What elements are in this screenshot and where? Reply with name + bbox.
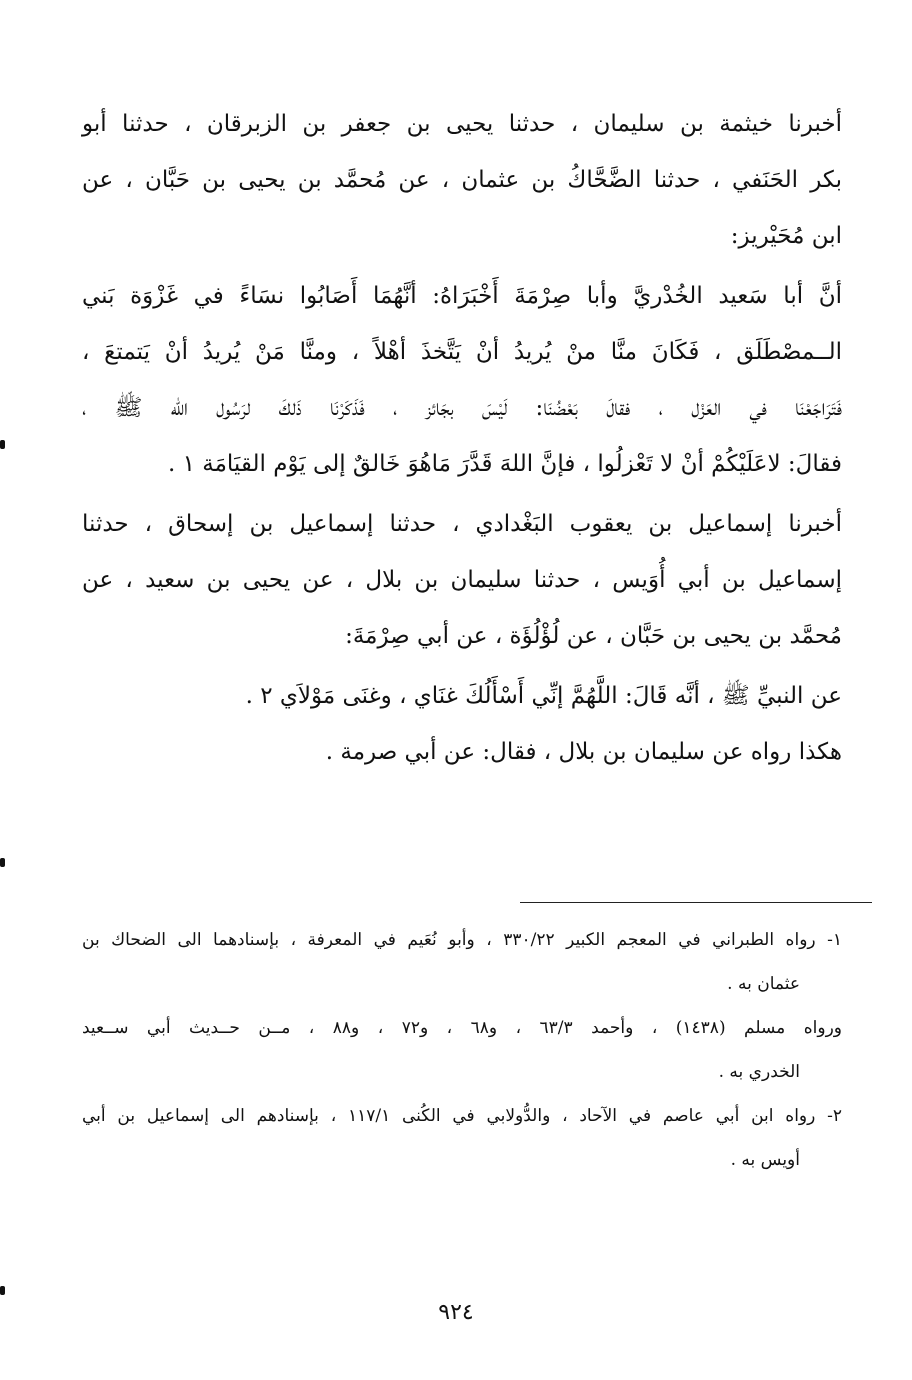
- closing-note-paragraph: [82, 724, 842, 780]
- isnad-paragraph-2: [82, 496, 842, 664]
- scan-edge-mark: [0, 858, 5, 867]
- footnotes: [82, 918, 842, 1182]
- footnote-line: ٢- رواه ابن أبي عاصم في الآحاد ، والدُّولابي في الكُنى ١١٧/١ ، بإسنادهم الى إسماعيل بن أبي: [82, 1106, 843, 1126]
- page-number: ٩٢٤: [438, 1300, 474, 1325]
- main-text: [82, 96, 842, 780]
- isnad-paragraph-1: [82, 96, 842, 264]
- footnote-line: الخدري به .: [718, 1062, 800, 1082]
- text-line: مُحمَّد بن يحيى بن حَبَّان ، عن لُؤْلُؤَة ، عن أبي صِرْمَةَ:: [345, 623, 842, 649]
- footnote-line: عثمان به .: [727, 974, 800, 994]
- text-line: فقالَ: لاعَلَيْكُمْ أنْ لا تَعْزلُوا ، فإنَّ اللهَ قَدَّرَ مَاهُوَ خَالقٌ إلى يَوْم القيَامَة ١ .: [167, 451, 842, 477]
- text-line: عن النبيِّ ﷺ ، أنَّه قَالَ: اللَّهُمَّ إنِّي أَسْأَلُكَ غنَاي ، وغنَى مَوْلاَي ٢ .: [245, 683, 842, 709]
- text-line: أخبرنا إسماعيل بن يعقوب البَغْدادي ، حدثنا إسماعيل بن إسحاق ، حدثنا: [82, 511, 842, 537]
- text-line: الــمصْطَلَق ، فَكَانَ منَّا منْ يُريدُ أنْ يَتَّخذَ أهْلاً ، ومنَّا مَنْ يُريدُ أنْ يَتمتعَ ،: [82, 339, 842, 365]
- hadith-paragraph-1: [82, 268, 842, 492]
- footnote-line: ١- رواه الطبراني في المعجم الكبير ٣٣٠/٢٢ ، وأبو نُعَيم في المعرفة ، بإسنادهما الى الضحاك بن: [82, 930, 842, 950]
- text-line: هكذا رواه عن سليمان بن بلال ، فقال: عن أبي صرمة .: [325, 739, 842, 765]
- footnote-line: ورواه مسلم (١٤٣٨) ، وأحمد ٦٣/٣ ، و٦٨ ، و٧٢ ، و٨٨ ، مــن حــديث أبي ســعيد: [82, 1018, 842, 1038]
- text-line: إسماعيل بن أبي أُوَيس ، حدثنا سليمان بن بلال ، عن يحيى بن سعيد ، عن: [82, 567, 842, 593]
- text-line: أنَّ أبا سَعيد الخُدْريَّ وأبا صِرْمَةَ أَخْبَرَاهُ: أنَّهُمَا أَصَابُوا نسَاءً في غَزْوَة بَني: [82, 283, 842, 309]
- text-line: فَتَرَاجَعْنَا في العَزْل ، فقالَ بَعْضُنَا: لَيْسَ بجَائز ، فَذَكَرْنَا ذَلكَ لرَسُول الله ﷺ ،: [82, 395, 842, 421]
- text-line: بكر الحَنَفي ، حدثنا الضَّحَّاكُ بن عثمان ، عن مُحمَّد بن يحيى بن حَبَّان ، عن: [82, 167, 842, 193]
- footnote-line: أويس به .: [730, 1150, 800, 1170]
- scan-edge-mark: [0, 440, 5, 449]
- text-line: ابن مُحَيْريز:: [730, 223, 842, 249]
- hadith-paragraph-2: [82, 668, 842, 724]
- text-line: أخبرنا خيثمة بن سليمان ، حدثنا يحيى بن جعفر بن الزبرقان ، حدثنا أبو: [82, 111, 842, 137]
- footnote-separator: [520, 902, 872, 903]
- scan-edge-mark: [0, 1286, 5, 1295]
